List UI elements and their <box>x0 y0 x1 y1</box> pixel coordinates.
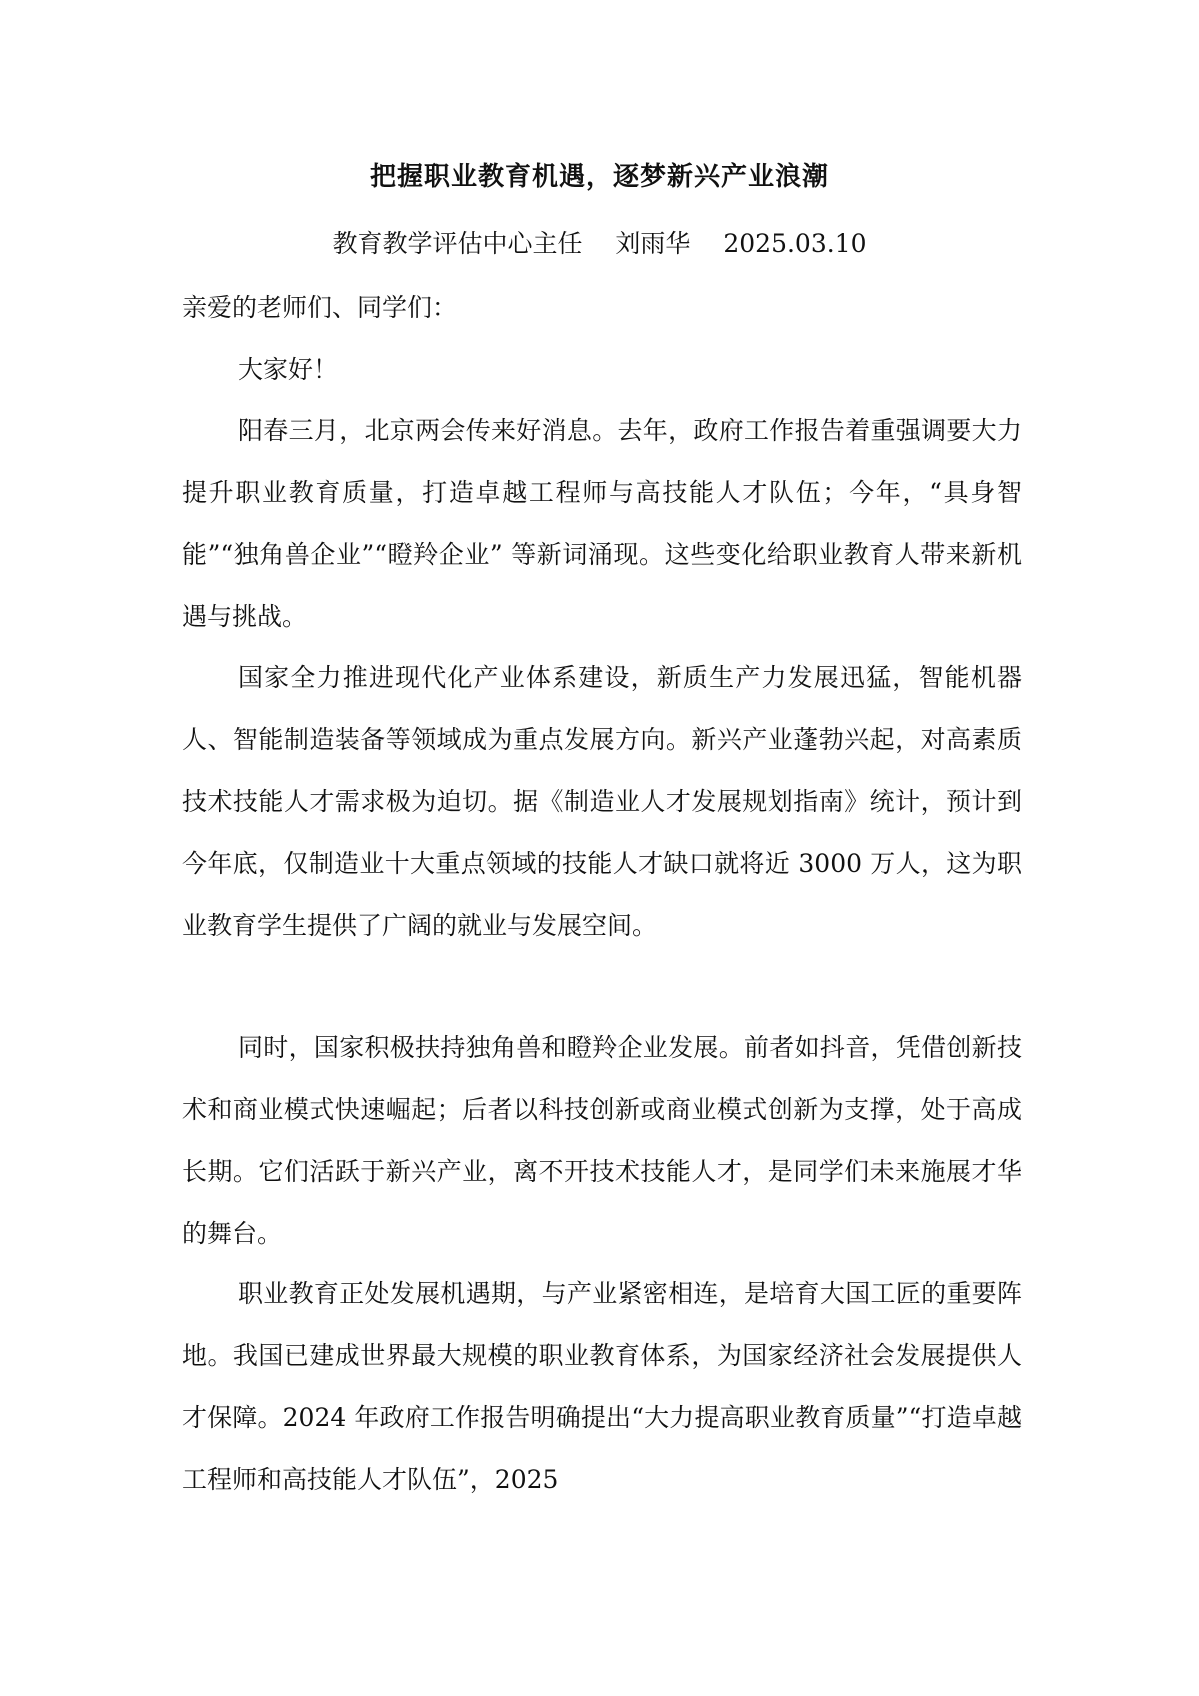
salutation: 亲爱的老师们、同学们： <box>182 293 458 322</box>
paragraph: 职业教育正处发展机遇期，与产业紧密相连，是培育大国工匠的重要阵地。我国已建成世界最大规模的职业教育体系，为国家经济社会发展提供人才保障。2024 年政府工作报告明确提出“大力提高职业教育质量”“打造卓越工程师和高技能人才队伍”，2025 <box>182 1279 1022 1494</box>
greeting: 大家好！ <box>238 355 339 384</box>
author-byline: 教育教学评估中心主任 刘雨华 2025.03.10 <box>332 229 867 258</box>
paragraph: 同时，国家积极扶持独角兽和瞪羚企业发展。前者如抖音，凭借创新技术和商业模式快速崛起；后者以科技创新或商业模式创新为支撑，处于高成长期。它们活跃于新兴产业，离不开技术技能人才，是同学们未来施展才华的舞台。 <box>182 1033 1022 1248</box>
document-title: 把握职业教育机遇，逐梦新兴产业浪潮 <box>369 162 829 192</box>
paragraph: 国家全力推进现代化产业体系建设，新质生产力发展迅猛，智能机器人、智能制造装备等领域成为重点发展方向。新兴产业蓬勃兴起，对高素质技术技能人才需求极为迫切。据《制造业人才发展规划指南》统计，预计到今年底，仅制造业十大重点领域的技能人才缺口就将近 3000 万人，这为职业教育学生提供了广阔的就业与发展空间。 <box>182 663 1022 940</box>
paragraph: 阳春三月，北京两会传来好消息。去年，政府工作报告着重强调要大力提升职业教育质量，打造卓越工程师与高技能人才队伍；今年，“具身智能”“独角兽企业”“瞪羚企业” 等新词涌现。这些变化给职业教育人带来新机遇与挑战。 <box>182 416 1022 631</box>
